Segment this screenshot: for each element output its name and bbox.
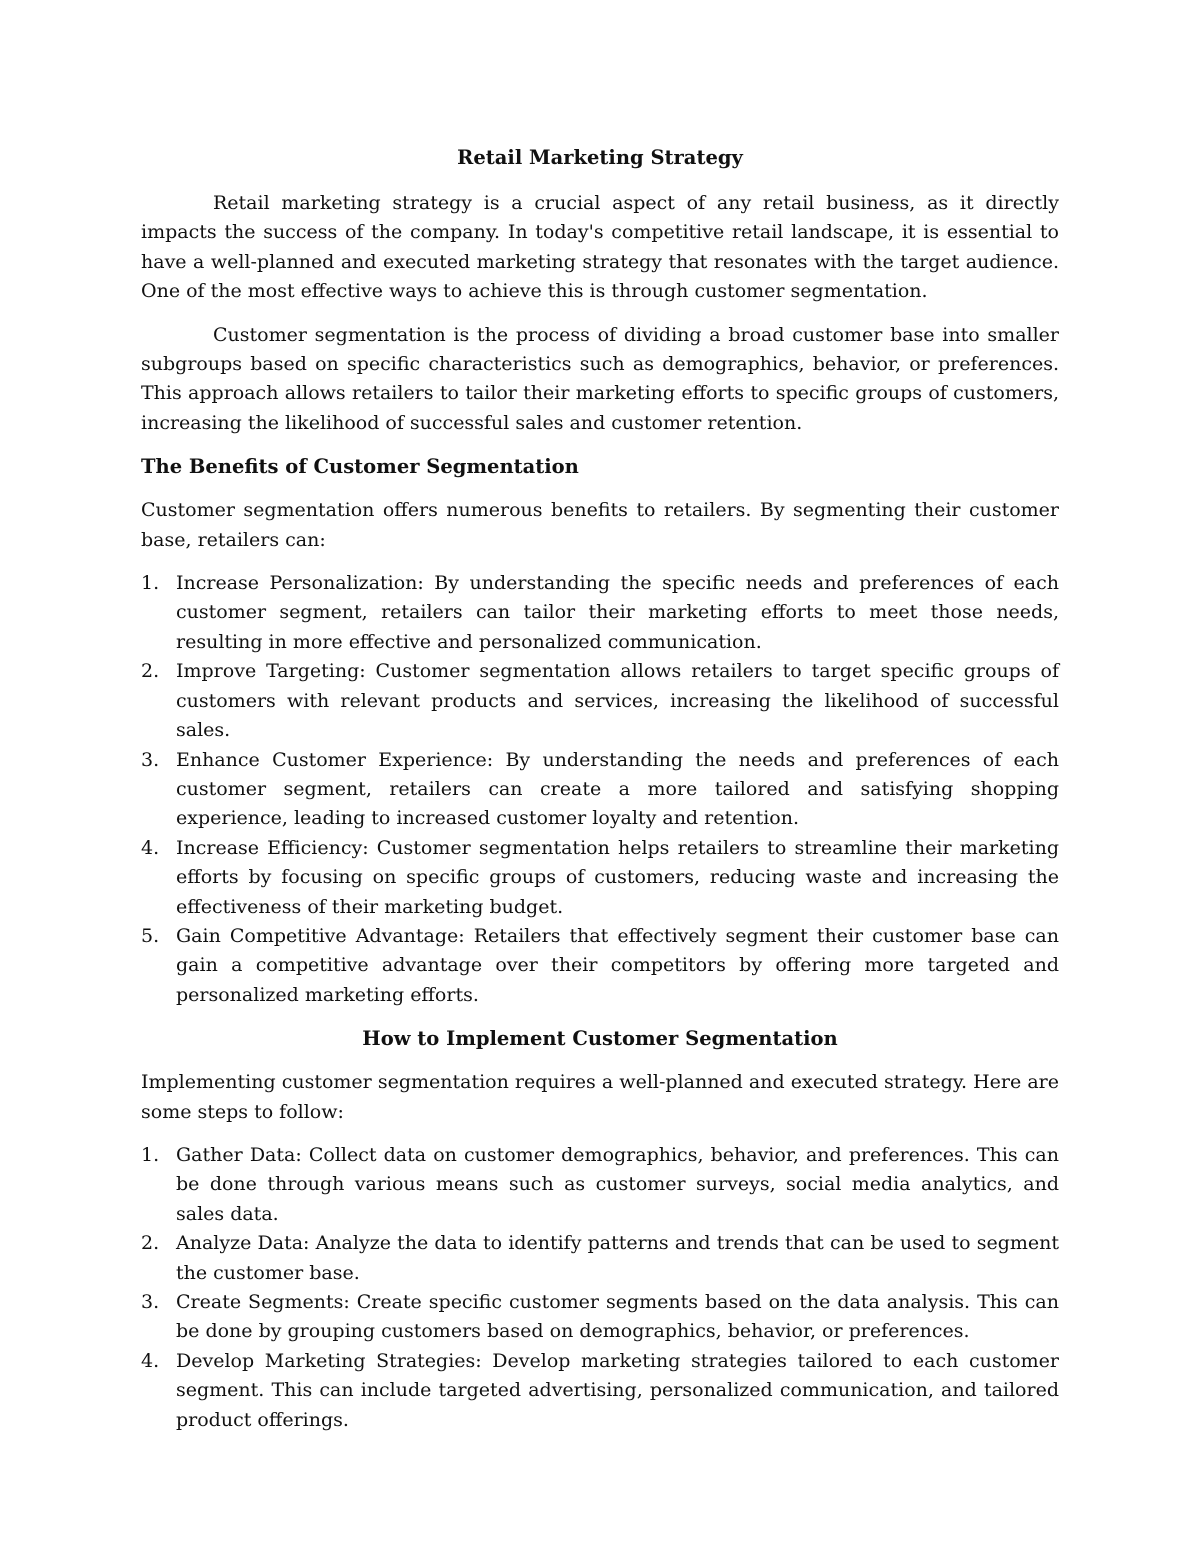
list-item <box>141 569 1059 657</box>
document-page <box>141 143 1059 1449</box>
benefits-heading: The Benefits of Customer Segmentation <box>141 455 579 479</box>
list-number: 4. <box>141 836 160 859</box>
list-text: Improve Targeting: Customer segmentation allows retailers to target specific groups of customers with relevant products and services, increasing the likelihood of successful sales. <box>176 660 1059 742</box>
list-item <box>141 1229 1059 1288</box>
list-item <box>141 1141 1059 1229</box>
list-number: 1. <box>141 572 160 595</box>
list-text: Enhance Customer Experience: By understanding the needs and preferences of each customer segment, retailers can create a more tailored and satisfying shopping experience, leading to increased customer loyalty and retention. <box>176 748 1059 830</box>
list-text: Develop Marketing Strategies: Develop marketing strategies tailored to each customer segment. This can include targeted advertising, personalized communication, and tailored product offerings. <box>176 1349 1059 1431</box>
list-text: Increase Personalization: By understanding the specific needs and preferences of each customer segment, retailers can tailor their marketing efforts to meet those needs, resulting in more effective and personalized communication. <box>176 572 1059 653</box>
intro-paragraph-2: Customer segmentation is the process of dividing a broad customer base into smaller subgroups based on specific characteristics such as demographics, behavior, or preferences. This approach allows retailers to tailor their marketing efforts to specific groups of customers, increasing the likelihood of successful sales and customer retention. <box>141 323 1059 434</box>
list-number: 2. <box>141 1232 160 1255</box>
list-item <box>141 746 1059 834</box>
list-number: 4. <box>141 1349 160 1372</box>
list-number: 3. <box>141 748 160 771</box>
list-text: Gather Data: Collect data on customer demographics, behavior, and preferences. This can be done through various means such as customer surveys, social media analytics, and sales data. <box>176 1143 1059 1225</box>
list-text: Gain Competitive Advantage: Retailers that effectively segment their customer base can gain a competitive advantage over their competitors by offering more targeted and personalized marketing efforts. <box>176 924 1059 1006</box>
list-item <box>141 1288 1059 1347</box>
list-item <box>141 1347 1059 1435</box>
list-text: Increase Efficiency: Customer segmentation helps retailers to streamline their marketing efforts by focusing on specific groups of customers, reducing waste and increasing the effectiveness of their marketing budget. <box>176 836 1059 918</box>
intro-paragraph-1: Retail marketing strategy is a crucial aspect of any retail business, as it directly impacts the success of the company. In today's competitive retail landscape, it is essential to have a well-planned and executed marketing strategy that resonates with the target audience. One of the most effective ways to achieve this is through customer segmentation. <box>141 192 1059 303</box>
list-item <box>141 922 1059 1010</box>
list-text: Analyze Data: Analyze the data to identify patterns and trends that can be used to segment the customer base. <box>176 1232 1059 1284</box>
list-number: 2. <box>141 660 160 683</box>
implementation-list <box>141 1141 1059 1435</box>
list-item <box>141 657 1059 745</box>
list-number: 3. <box>141 1291 160 1313</box>
implementation-intro: Implementing customer segmentation requires a well-planned and executed strategy. Here are some steps to follow: <box>141 1071 1059 1123</box>
benefits-list <box>141 569 1059 1010</box>
implementation-heading: How to Implement Customer Segmentation <box>362 1027 838 1051</box>
document-title: Retail Marketing Strategy <box>457 146 743 169</box>
list-number: 5. <box>141 924 160 947</box>
list-number: 1. <box>141 1143 160 1166</box>
list-text: Create Segments: Create specific customer segments based on the data analysis. This can be done by grouping customers based on demographics, behavior, or preferences. <box>176 1291 1059 1343</box>
list-item <box>141 834 1059 922</box>
benefits-intro: Customer segmentation offers numerous benefits to retailers. By segmenting their customer base, retailers can: <box>141 499 1059 551</box>
